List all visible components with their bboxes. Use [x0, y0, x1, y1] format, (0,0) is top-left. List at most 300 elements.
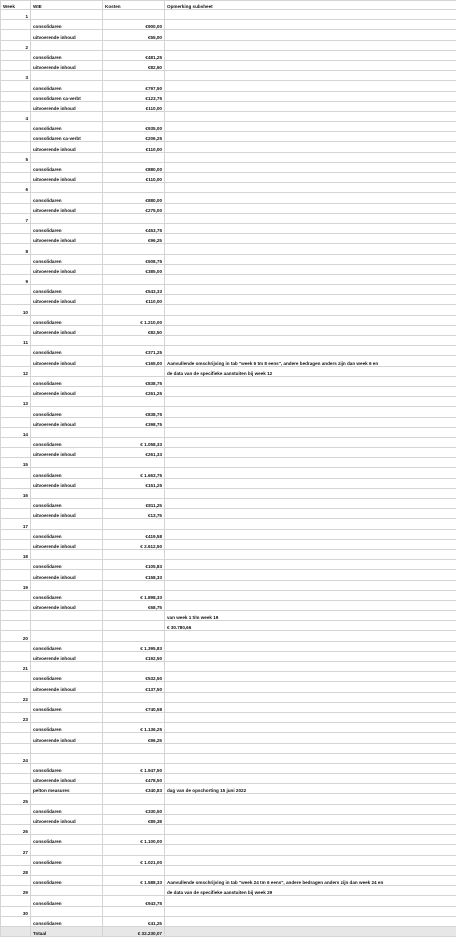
cell-wie[interactable] [31, 519, 103, 529]
cell-note[interactable]: de data van de specifieke aanstuiten bij week 29 [165, 886, 456, 896]
cell-week[interactable] [1, 234, 31, 244]
cell-week[interactable]: 27 [1, 845, 31, 855]
total-label[interactable]: Totaal [31, 926, 103, 936]
cell-wie[interactable] [31, 906, 103, 916]
cell-amount[interactable]: €105,83 [103, 560, 165, 570]
cell-note[interactable] [165, 132, 456, 142]
cell-note[interactable] [165, 10, 456, 20]
cell-week[interactable]: 3 [1, 71, 31, 81]
cell-week[interactable]: 21 [1, 662, 31, 672]
cell-amount[interactable] [103, 692, 165, 702]
cell-note[interactable]: van week 1 t/m week 19 [165, 611, 456, 621]
cell-week[interactable] [1, 641, 31, 651]
cell-note[interactable] [165, 855, 456, 865]
cell-note[interactable] [165, 600, 456, 610]
cell-note[interactable] [165, 631, 456, 641]
cell-note[interactable] [165, 570, 456, 580]
cell-week[interactable] [1, 162, 31, 172]
cell-week[interactable] [1, 784, 31, 794]
cell-wie[interactable]: consolidaren [31, 162, 103, 172]
cell-week[interactable] [1, 91, 31, 101]
cell-note[interactable] [165, 845, 456, 855]
cell-wie[interactable] [31, 662, 103, 672]
cell-note[interactable] [165, 478, 456, 488]
cell-amount[interactable]: €935,00 [103, 122, 165, 132]
cell-wie[interactable] [31, 865, 103, 875]
cell-week[interactable]: 4 [1, 111, 31, 121]
cell-week[interactable] [1, 295, 31, 305]
cell-week[interactable]: 12 [1, 366, 31, 376]
cell-note[interactable] [165, 896, 456, 906]
cell-wie[interactable] [31, 213, 103, 223]
cell-wie[interactable] [31, 825, 103, 835]
cell-wie[interactable]: consolidaren [31, 672, 103, 682]
cell-note[interactable] [165, 539, 456, 549]
cell-week[interactable] [1, 315, 31, 325]
cell-week[interactable] [1, 20, 31, 30]
cell-week[interactable] [1, 81, 31, 91]
cell-note[interactable] [165, 285, 456, 295]
cell-week[interactable] [1, 468, 31, 478]
cell-week[interactable]: 24 [1, 753, 31, 763]
cell-amount[interactable]: €943,75 [103, 896, 165, 906]
cell-wie[interactable]: consolidaren [31, 346, 103, 356]
cell-week[interactable] [1, 539, 31, 549]
cell-wie[interactable]: consolidaren [31, 254, 103, 264]
cell-week[interactable]: 29 [1, 886, 31, 896]
cell-week[interactable]: 5 [1, 152, 31, 162]
cell-wie[interactable] [31, 427, 103, 437]
cell-amount[interactable]: €110,00 [103, 142, 165, 152]
cell-note[interactable] [165, 183, 456, 193]
cell-wie[interactable]: consolidaren [31, 285, 103, 295]
cell-note[interactable]: € 30.780,66 [165, 621, 456, 631]
cell-amount[interactable]: €123,75 [103, 91, 165, 101]
cell-note[interactable] [165, 91, 456, 101]
cell-wie[interactable]: consolidaren [31, 81, 103, 91]
cell-wie[interactable]: uitvoerende inhoud [31, 570, 103, 580]
cell-amount[interactable]: €55,00 [103, 30, 165, 40]
cell-note[interactable] [165, 692, 456, 702]
cell-amount[interactable]: € 1.210,00 [103, 315, 165, 325]
cell-week[interactable]: 7 [1, 213, 31, 223]
cell-week[interactable] [1, 590, 31, 600]
cell-week[interactable] [1, 723, 31, 733]
cell-wie[interactable]: uitvoerende inhoud [31, 774, 103, 784]
cell-week[interactable] [1, 285, 31, 295]
cell-week[interactable]: 11 [1, 336, 31, 346]
cell-wie[interactable]: consolidaren [31, 723, 103, 733]
cell-week[interactable]: 14 [1, 427, 31, 437]
cell-amount[interactable] [103, 794, 165, 804]
cell-week[interactable] [1, 173, 31, 183]
cell-wie[interactable]: consolidaren [31, 468, 103, 478]
cell-wie[interactable]: consolidaren [31, 804, 103, 814]
cell-week[interactable] [1, 142, 31, 152]
cell-week[interactable] [1, 763, 31, 773]
cell-week[interactable] [1, 325, 31, 335]
cell-note[interactable] [165, 274, 456, 284]
cell-note[interactable] [165, 60, 456, 70]
header-note[interactable]: Opmerking subsheet [165, 1, 456, 10]
cell-wie[interactable] [31, 10, 103, 20]
cell-amount[interactable]: €385,00 [103, 264, 165, 274]
cell-week[interactable] [1, 774, 31, 784]
cell-week[interactable] [1, 875, 31, 885]
cell-amount[interactable] [103, 366, 165, 376]
cell-amount[interactable]: €478,50 [103, 774, 165, 784]
header-kosten[interactable]: Kosten [103, 1, 165, 10]
cell-wie[interactable]: uitvoerende inhoud [31, 60, 103, 70]
cell-note[interactable] [165, 702, 456, 712]
cell-wie[interactable]: uitvoerende inhoud [31, 142, 103, 152]
cell-amount[interactable] [103, 712, 165, 722]
cell-amount[interactable]: €110,00 [103, 101, 165, 111]
cell-week[interactable]: 22 [1, 692, 31, 702]
cell-amount[interactable]: €543,33 [103, 285, 165, 295]
cell-wie[interactable]: consolidaren [31, 855, 103, 865]
cell-amount[interactable]: €419,58 [103, 529, 165, 539]
cell-note[interactable] [165, 397, 456, 407]
cell-amount[interactable]: €110,00 [103, 295, 165, 305]
cell-note[interactable] [165, 743, 456, 753]
cell-wie[interactable] [31, 305, 103, 315]
cell-wie[interactable] [31, 336, 103, 346]
cell-note[interactable] [165, 173, 456, 183]
cell-wie[interactable]: consolidaren [31, 763, 103, 773]
cell-wie[interactable]: uitvoerende inhoud [31, 325, 103, 335]
cell-week[interactable]: 16 [1, 488, 31, 498]
cell-note[interactable] [165, 122, 456, 132]
cell-wie[interactable]: uitvoerende inhoud [31, 448, 103, 458]
cell-note[interactable] [165, 448, 456, 458]
cell-amount[interactable]: €261,25 [103, 386, 165, 396]
cell-note[interactable] [165, 234, 456, 244]
cell-wie[interactable]: consolidaren [31, 407, 103, 417]
cell-wie[interactable] [31, 845, 103, 855]
cell-amount[interactable] [103, 621, 165, 631]
cell-week[interactable] [1, 611, 31, 621]
cell-note[interactable] [165, 835, 456, 845]
cell-amount[interactable] [103, 845, 165, 855]
cell-week[interactable] [1, 855, 31, 865]
cell-amount[interactable] [103, 753, 165, 763]
cell-week[interactable] [1, 101, 31, 111]
cell-note[interactable] [165, 916, 456, 926]
cell-week[interactable] [1, 916, 31, 926]
cell-note[interactable] [165, 488, 456, 498]
cell-note[interactable] [165, 712, 456, 722]
cell-week[interactable]: 9 [1, 274, 31, 284]
cell-amount[interactable] [103, 397, 165, 407]
cell-week[interactable] [1, 417, 31, 427]
cell-week[interactable] [1, 600, 31, 610]
cell-note[interactable] [165, 50, 456, 60]
cell-note[interactable] [165, 346, 456, 356]
cell-wie[interactable] [31, 631, 103, 641]
cell-amount[interactable] [103, 662, 165, 672]
cell-amount[interactable]: € 1.136,25 [103, 723, 165, 733]
cell-wie[interactable]: consolidaren [31, 875, 103, 885]
cell-wie[interactable] [31, 458, 103, 468]
cell-week[interactable] [1, 621, 31, 631]
cell-wie[interactable]: uitvoerende inhoud [31, 814, 103, 824]
cell-amount[interactable] [103, 111, 165, 121]
cell-amount[interactable] [103, 152, 165, 162]
cell-wie[interactable]: uitvoerende inhoud [31, 539, 103, 549]
cell-note[interactable] [165, 162, 456, 172]
cell-week[interactable] [1, 682, 31, 692]
cell-wie[interactable] [31, 549, 103, 559]
cell-amount[interactable] [103, 274, 165, 284]
cell-week[interactable]: 17 [1, 519, 31, 529]
cell-wie[interactable] [31, 111, 103, 121]
cell-wie[interactable]: consolidaren [31, 590, 103, 600]
cell-amount[interactable]: €398,75 [103, 417, 165, 427]
cell-amount[interactable] [103, 213, 165, 223]
cell-amount[interactable]: €371,25 [103, 346, 165, 356]
cell-amount[interactable] [103, 743, 165, 753]
cell-wie[interactable] [31, 40, 103, 50]
cell-week[interactable]: 18 [1, 549, 31, 559]
cell-amount[interactable]: € 2.612,50 [103, 539, 165, 549]
cell-note[interactable] [165, 254, 456, 264]
cell-amount[interactable]: €797,50 [103, 81, 165, 91]
cell-week[interactable] [1, 672, 31, 682]
cell-week[interactable]: 2 [1, 40, 31, 50]
cell-amount[interactable]: €68,75 [103, 600, 165, 610]
cell-week[interactable] [1, 346, 31, 356]
cell-amount[interactable] [103, 427, 165, 437]
cell-note[interactable] [165, 264, 456, 274]
cell-note[interactable] [165, 549, 456, 559]
cell-amount[interactable]: €96,25 [103, 234, 165, 244]
cell-note[interactable] [165, 672, 456, 682]
cell-note[interactable]: dag van de opschorting 15 juni 2022 [165, 784, 456, 794]
cell-amount[interactable]: €82,50 [103, 60, 165, 70]
cell-week[interactable]: 1 [1, 10, 31, 20]
cell-week[interactable] [1, 478, 31, 488]
cell-note[interactable] [165, 101, 456, 111]
cell-amount[interactable] [103, 549, 165, 559]
cell-amount[interactable]: €158,33 [103, 570, 165, 580]
cell-amount[interactable]: € 1.898,33 [103, 590, 165, 600]
cell-note[interactable] [165, 315, 456, 325]
cell-note[interactable] [165, 641, 456, 651]
cell-wie[interactable]: uitvoerende inhoud [31, 651, 103, 661]
cell-wie[interactable]: consolidaren [31, 641, 103, 651]
cell-week[interactable] [1, 529, 31, 539]
cell-week[interactable]: 15 [1, 458, 31, 468]
cell-wie[interactable]: consolidaren [31, 560, 103, 570]
cell-week[interactable]: 19 [1, 580, 31, 590]
cell-week[interactable] [1, 50, 31, 60]
cell-week[interactable] [1, 437, 31, 447]
cell-week[interactable] [1, 356, 31, 366]
cell-wie[interactable]: pelton measures [31, 784, 103, 794]
cell-wie[interactable]: consolidaren [31, 20, 103, 30]
cell-amount[interactable]: €453,75 [103, 223, 165, 233]
cell-note[interactable] [165, 20, 456, 30]
cell-note[interactable] [165, 763, 456, 773]
cell-amount[interactable]: € 1.058,33 [103, 437, 165, 447]
cell-amount[interactable]: €261,33 [103, 448, 165, 458]
cell-note[interactable] [165, 213, 456, 223]
cell-amount[interactable] [103, 906, 165, 916]
cell-amount[interactable]: € 1.947,50 [103, 763, 165, 773]
cell-amount[interactable]: €340,83 [103, 784, 165, 794]
cell-amount[interactable]: € 1.588,33 [103, 875, 165, 885]
cell-amount[interactable]: €880,00 [103, 193, 165, 203]
cell-week[interactable]: 28 [1, 865, 31, 875]
cell-note[interactable] [165, 437, 456, 447]
cell-amount[interactable]: €13,75 [103, 509, 165, 519]
cell-note[interactable] [165, 325, 456, 335]
cell-amount[interactable]: €192,50 [103, 651, 165, 661]
cell-note[interactable] [165, 804, 456, 814]
cell-amount[interactable]: €740,58 [103, 702, 165, 712]
cell-amount[interactable]: €151,25 [103, 478, 165, 488]
cell-amount[interactable] [103, 244, 165, 254]
cell-amount[interactable]: €838,75 [103, 407, 165, 417]
cell-week[interactable] [1, 30, 31, 40]
cell-wie[interactable] [31, 71, 103, 81]
cell-note[interactable] [165, 509, 456, 519]
cell-note[interactable] [165, 499, 456, 509]
cell-amount[interactable] [103, 865, 165, 875]
cell-amount[interactable]: €330,50 [103, 804, 165, 814]
cell-wie[interactable] [31, 712, 103, 722]
cell-amount[interactable]: €838,75 [103, 376, 165, 386]
cell-note[interactable] [165, 651, 456, 661]
cell-note[interactable]: de data van de specifieke aanstuiten bij week 12 [165, 366, 456, 376]
cell-wie[interactable]: consolidaren [31, 50, 103, 60]
cell-amount[interactable]: €96,25 [103, 733, 165, 743]
cell-note[interactable] [165, 223, 456, 233]
cell-week[interactable] [1, 223, 31, 233]
cell-wie[interactable]: consolidaren [31, 223, 103, 233]
cell-wie[interactable] [31, 274, 103, 284]
cell-week[interactable] [1, 835, 31, 845]
cell-amount[interactable]: €89,38 [103, 814, 165, 824]
cell-note[interactable] [165, 723, 456, 733]
cell-week[interactable] [1, 733, 31, 743]
cell-week[interactable] [1, 407, 31, 417]
cell-wie[interactable]: consolidaren ca-verbt [31, 91, 103, 101]
cell-week[interactable] [1, 570, 31, 580]
cell-wie[interactable]: uitvoerende inhoud [31, 600, 103, 610]
cell-amount[interactable]: €165,00 [103, 356, 165, 366]
cell-week[interactable]: 20 [1, 631, 31, 641]
cell-week[interactable]: 10 [1, 305, 31, 315]
cell-wie[interactable]: consolidaren [31, 437, 103, 447]
cell-wie[interactable] [31, 397, 103, 407]
cell-wie[interactable] [31, 743, 103, 753]
cell-amount[interactable]: €508,75 [103, 254, 165, 264]
cell-wie[interactable]: uitvoerende inhoud [31, 30, 103, 40]
cell-amount[interactable] [103, 305, 165, 315]
cell-note[interactable] [165, 71, 456, 81]
cell-note[interactable] [165, 814, 456, 824]
cell-wie[interactable]: consolidaren ca-verbt [31, 132, 103, 142]
cell-amount[interactable] [103, 336, 165, 346]
cell-amount[interactable] [103, 10, 165, 20]
cell-amount[interactable] [103, 71, 165, 81]
cell-wie[interactable]: consolidaren [31, 499, 103, 509]
cell-note[interactable] [165, 468, 456, 478]
cell-wie[interactable]: uitvoerende inhoud [31, 509, 103, 519]
cell-week[interactable] [1, 509, 31, 519]
cell-amount[interactable] [103, 183, 165, 193]
cell-week[interactable] [1, 804, 31, 814]
cell-note[interactable] [165, 81, 456, 91]
cell-amount[interactable]: €110,00 [103, 173, 165, 183]
cell-wie[interactable]: consolidaren [31, 916, 103, 926]
cell-note[interactable] [165, 427, 456, 437]
cell-week[interactable] [1, 264, 31, 274]
cell-note[interactable] [165, 40, 456, 50]
cell-week[interactable] [1, 376, 31, 386]
cell-note[interactable] [165, 305, 456, 315]
cell-note[interactable]: Aanvullende omschrijving in tab "week 24 tm 6 eens", andere bedragen anders zijn dan week 24 en [165, 875, 456, 885]
cell-note[interactable] [165, 662, 456, 672]
cell-wie[interactable]: uitvoerende inhoud [31, 733, 103, 743]
cell-note[interactable]: Aanvullende omschrijving in tab "week 6 tm 8 eens", andere bedragen anders zijn dan week 6 en [165, 356, 456, 366]
cell-week[interactable]: 13 [1, 397, 31, 407]
cell-note[interactable] [165, 203, 456, 213]
cell-note[interactable] [165, 458, 456, 468]
cell-amount[interactable] [103, 488, 165, 498]
cell-week[interactable]: 8 [1, 244, 31, 254]
cell-wie[interactable] [31, 692, 103, 702]
cell-amount[interactable]: €880,00 [103, 162, 165, 172]
cell-note[interactable] [165, 244, 456, 254]
cell-wie[interactable] [31, 244, 103, 254]
cell-week[interactable] [1, 814, 31, 824]
cell-week[interactable] [1, 702, 31, 712]
cell-note[interactable] [165, 519, 456, 529]
cell-wie[interactable]: consolidaren [31, 376, 103, 386]
total-amount[interactable]: € 32.230,07 [103, 926, 165, 936]
cell-amount[interactable] [103, 611, 165, 621]
cell-note[interactable] [165, 407, 456, 417]
cell-amount[interactable]: € 1.663,75 [103, 468, 165, 478]
cell-amount[interactable] [103, 519, 165, 529]
cell-amount[interactable]: € 1.021,00 [103, 855, 165, 865]
cell-wie[interactable] [31, 580, 103, 590]
cell-wie[interactable]: consolidaren [31, 122, 103, 132]
cell-week[interactable] [1, 254, 31, 264]
cell-wie[interactable]: uitvoerende inhoud [31, 295, 103, 305]
cell-week[interactable] [1, 386, 31, 396]
cell-week[interactable]: 6 [1, 183, 31, 193]
cell-week[interactable] [1, 203, 31, 213]
cell-amount[interactable]: € 1.395,83 [103, 641, 165, 651]
cell-wie[interactable]: uitvoerende inhoud [31, 478, 103, 488]
cell-note[interactable] [165, 417, 456, 427]
cell-wie[interactable]: consolidaren [31, 702, 103, 712]
cell-amount[interactable]: €900,00 [103, 20, 165, 30]
cell-week[interactable] [1, 896, 31, 906]
cell-amount[interactable] [103, 886, 165, 896]
cell-week[interactable] [1, 560, 31, 570]
cell-wie[interactable]: uitvoerende inhoud [31, 386, 103, 396]
cell-amount[interactable]: €481,25 [103, 50, 165, 60]
cell-amount[interactable] [103, 631, 165, 641]
cell-week[interactable]: 23 [1, 712, 31, 722]
cell-amount[interactable] [103, 40, 165, 50]
cell-wie[interactable]: uitvoerende inhoud [31, 101, 103, 111]
